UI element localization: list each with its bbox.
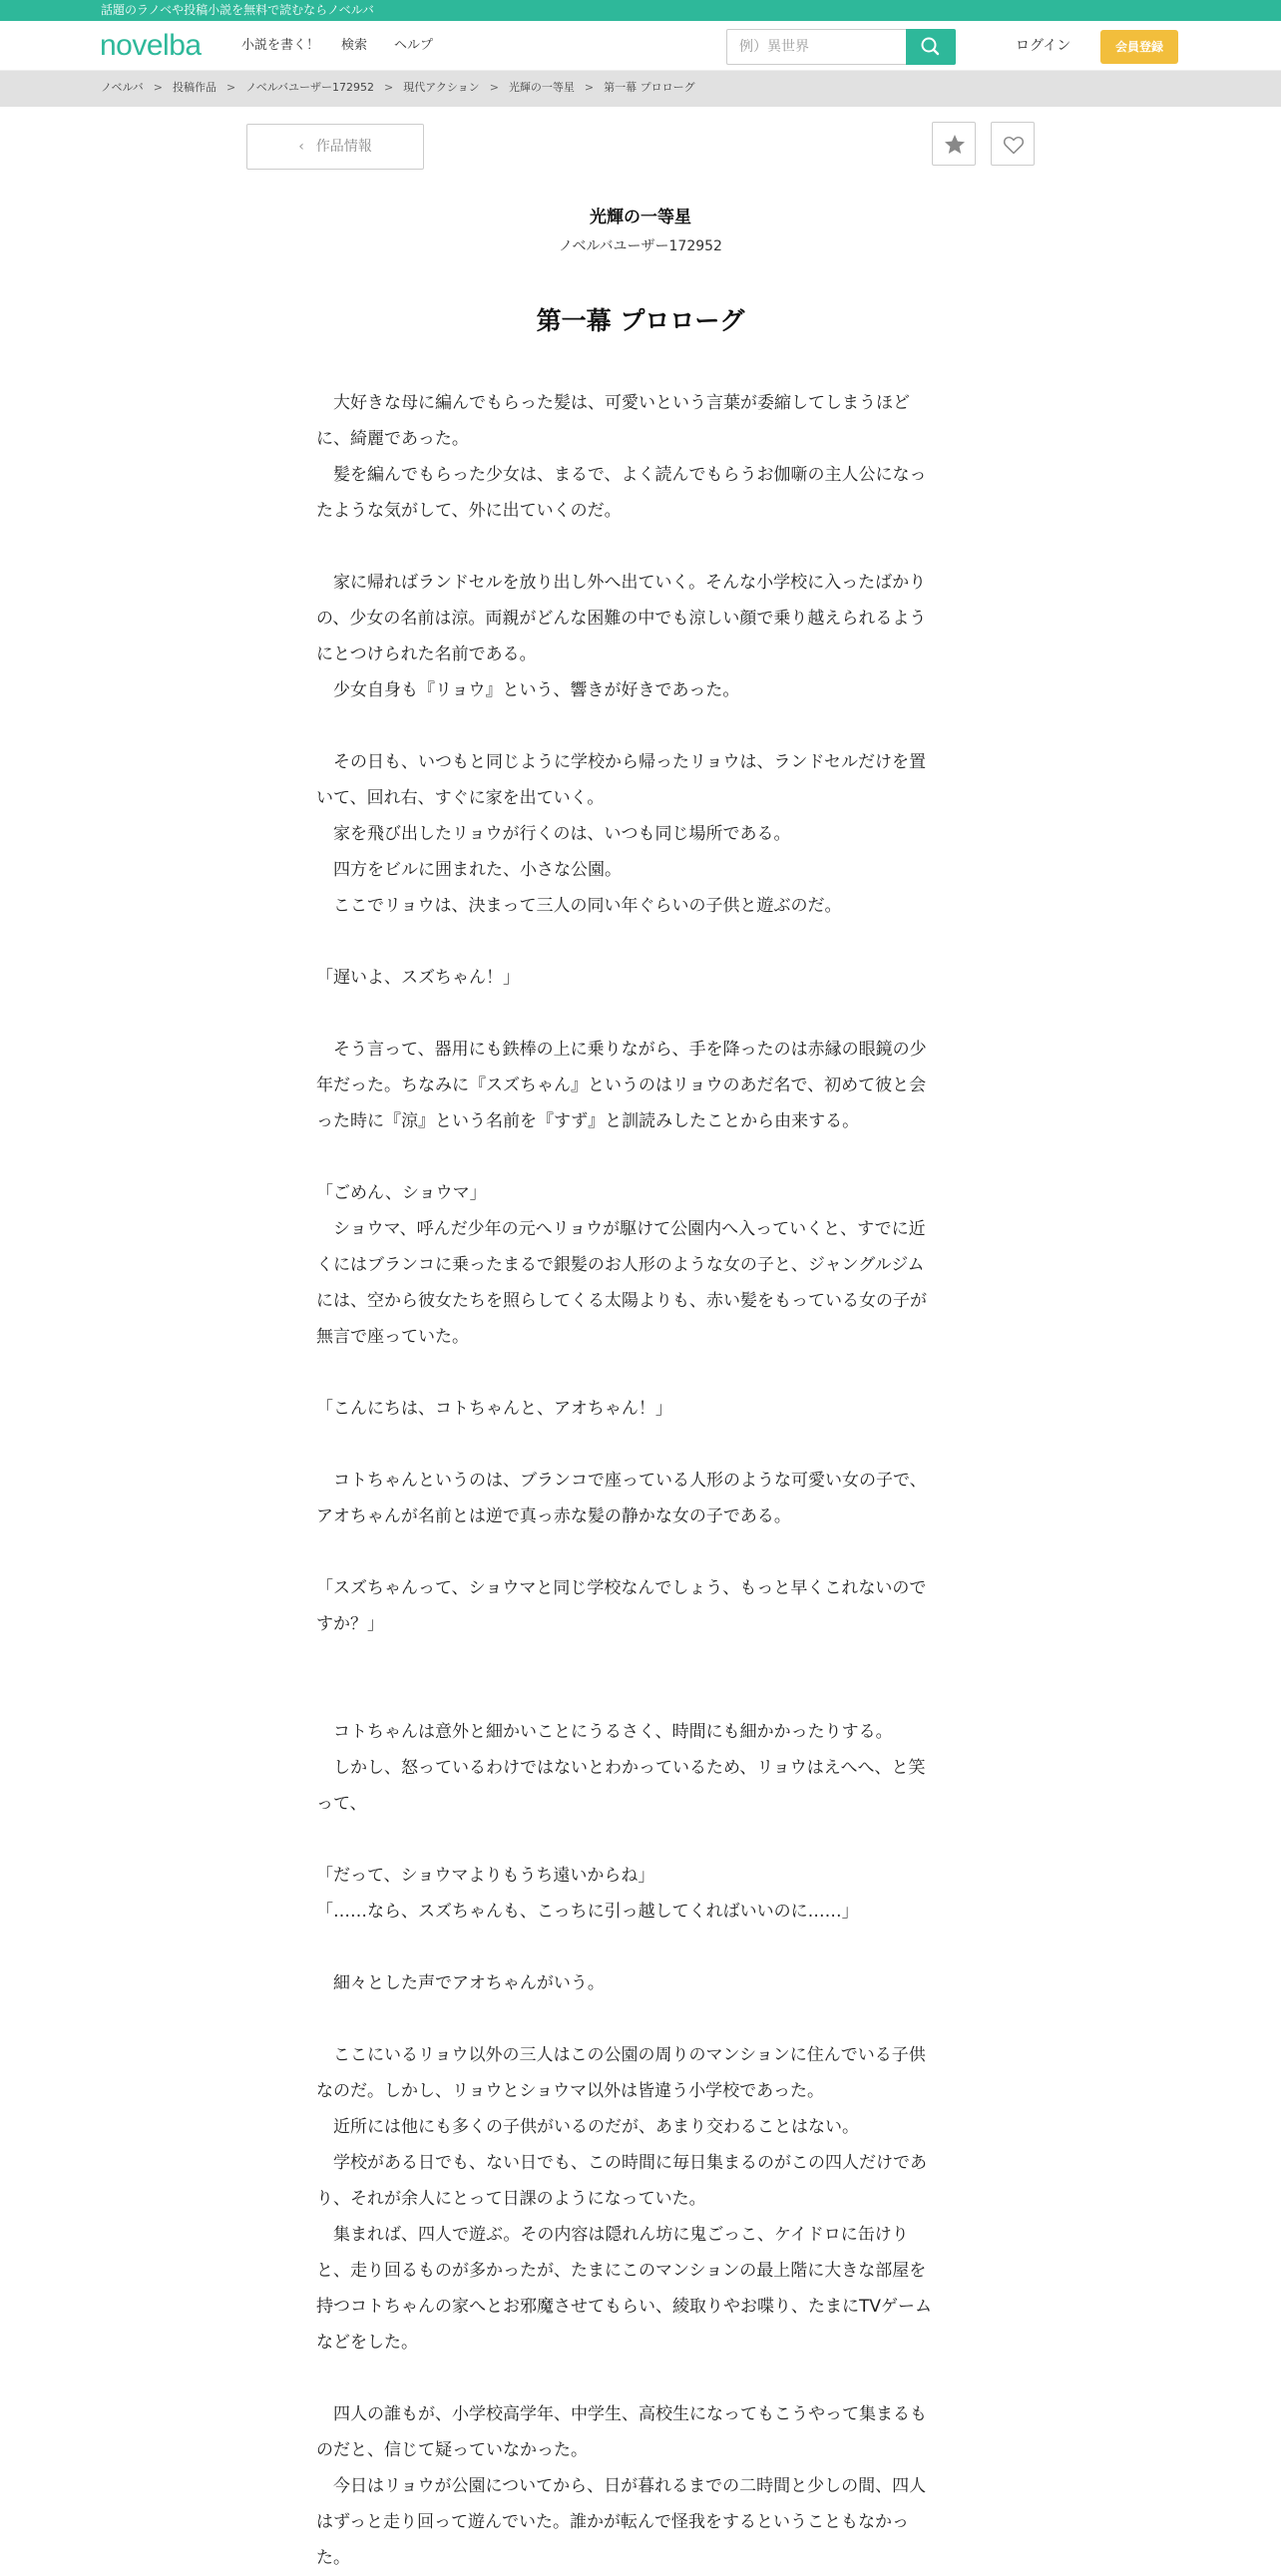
search-form — [726, 29, 956, 65]
body-line: 「スズちゃんって、ショウマと同じ学校なんでしょう、もっと早くこれないので — [316, 1578, 927, 1598]
body-line — [316, 1427, 965, 1463]
body-line: り、それが余人にとって日課のようになっていた。 — [316, 2189, 706, 2209]
body-line — [316, 1139, 965, 1175]
top-banner: 話題のラノベや投稿小説を無料で読むならノベルバ — [0, 0, 1281, 21]
author-name[interactable]: ノベルバユーザー172952 — [559, 238, 722, 254]
body-line: 近所には他にも多くの子供がいるのだが、あまり交わることはない。 — [316, 2117, 859, 2137]
body-line: 四人の誰もが、小学校高学年、中学生、高校生になってもこうやって集まるも — [316, 2404, 927, 2424]
body-line — [316, 2361, 965, 2396]
breadcrumb-item-posted-works[interactable]: 投稿作品 — [173, 81, 217, 94]
body-line: 髪を編んでもらった少女は、まるで、よく読んでもらうお伽噺の主人公になっ — [316, 465, 927, 485]
body-line: しかし、怒っているわけではないとわかっているため、リョウはえへへ、と笑 — [316, 1758, 926, 1778]
body-line — [316, 1355, 965, 1391]
body-line: 四方をビルに囲まれた、小さな公園。 — [316, 860, 622, 880]
body-line: 大好きな母に編んでもらった髪は、可愛いという言葉が委縮してしまうほど — [316, 393, 910, 413]
body-line: くにはブランコに乗ったまるで銀髪のお人形のような女の子と、ジャングルジム — [316, 1255, 925, 1275]
body-line — [316, 2001, 965, 2037]
body-line: ショウマ、呼んだ少年の元へリョウが駆けて公園内へ入っていくと、すでに近 — [316, 1219, 926, 1239]
chapter-title: 第一幕 プロローグ — [536, 306, 745, 335]
heart-icon — [1002, 133, 1026, 157]
body-line — [316, 924, 965, 960]
body-line: 「だって、ショウマよりもうち遠いからね」 — [316, 1866, 655, 1886]
body-line — [316, 1822, 965, 1858]
body-line: 「こんにちは、コトちゃんと、アオちゃん！」 — [316, 1399, 672, 1419]
body-line: にとつけられた名前である。 — [316, 644, 537, 664]
body-line — [316, 1678, 965, 1714]
body-line — [316, 708, 965, 744]
body-line: 「ごめん、ショウマ」 — [316, 1183, 487, 1203]
body-line: ここにいるリョウ以外の三人はこの公園の周りのマンションに住んでいる子供 — [316, 2045, 926, 2065]
breadcrumb-separator: > — [384, 81, 394, 94]
breadcrumb-separator: > — [489, 81, 499, 94]
chevron-left-icon: ‹ — [298, 139, 304, 155]
work-title[interactable]: 光輝の一等星 — [590, 208, 691, 227]
body-line: その日も、いつもと同じように学校から帰ったリョウは、ランドセルだけを置 — [316, 752, 926, 772]
login-link[interactable]: ログイン — [1016, 38, 1071, 54]
body-line: 家を飛び出したリョウが行くのは、いつも同じ場所である。 — [316, 824, 791, 844]
breadcrumb-item-chapter: 第一幕 プロローグ — [604, 81, 695, 94]
like-heart-button[interactable] — [991, 122, 1035, 166]
site-header — [0, 21, 1281, 71]
breadcrumb-separator: > — [226, 81, 236, 94]
body-line: 持つコトちゃんの家へとお邪魔させてもらい、綾取りやお喋り、たまにTVゲーム — [316, 2297, 933, 2317]
body-line: 学校がある日でも、ない日でも、この時間に毎日集まるのがこの四人だけであ — [316, 2153, 927, 2173]
breadcrumb-item-genre[interactable]: 現代アクション — [403, 81, 480, 94]
body-line — [316, 1642, 965, 1678]
body-line: た。 — [316, 2548, 350, 2568]
body-line: のだと、信じて疑っていなかった。 — [316, 2440, 588, 2460]
register-button[interactable]: 会員登録 — [1100, 30, 1178, 64]
breadcrumb-item-home[interactable]: ノベルバ — [101, 81, 144, 94]
body-line: ここでリョウは、決まって三人の同い年ぐらいの子供と遊ぶのだ。 — [316, 896, 842, 916]
body-line — [316, 1534, 965, 1570]
body-line: アオちゃんが名前とは逆で真っ赤な髪の静かな女の子である。 — [316, 1506, 791, 1526]
breadcrumb-item-work[interactable]: 光輝の一等星 — [508, 81, 575, 94]
breadcrumb-separator: > — [153, 81, 164, 94]
breadcrumb-separator: > — [584, 81, 595, 94]
novelba-logo[interactable]: novelba — [100, 29, 202, 62]
body-line: った時に『涼』という名前を『すず』と訓読みしたことから由来する。 — [316, 1111, 860, 1131]
body-line: コトちゃんは意外と細かいことにうるさく、時間にも細かかったりする。 — [316, 1722, 893, 1742]
body-line: 細々とした声でアオちゃんがいう。 — [316, 1973, 605, 1993]
search-icon — [906, 29, 956, 65]
search-button[interactable] — [906, 29, 956, 65]
search-input[interactable] — [726, 29, 906, 65]
body-line: そう言って、器用にも鉄棒の上に乗りながら、手を降ったのは赤縁の眼鏡の少 — [316, 1040, 927, 1060]
body-line: 年だった。ちなみに『スズちゃん』というのはリョウのあだ名で、初めて彼と会 — [316, 1075, 927, 1095]
body-line: すか？」 — [316, 1614, 384, 1634]
breadcrumb-item-author[interactable]: ノベルバユーザー172952 — [245, 81, 375, 94]
body-line: って、 — [316, 1794, 367, 1814]
breadcrumb — [0, 71, 1281, 107]
body-line: 「遅いよ、スズちゃん！」 — [316, 968, 520, 988]
body-line: コトちゃんというのは、ブランコで座っている人形のような可愛い女の子で、 — [316, 1471, 927, 1491]
work-info-label: 作品情報 — [315, 139, 372, 155]
body-line: 家に帰ればランドセルを放り出し外へ出ていく。そんな小学校に入ったばかり — [316, 573, 927, 593]
body-line: の、少女の名前は涼。両親がどんな困難の中でも涼しい顔で乗り越えられるよう — [316, 609, 927, 629]
body-line — [316, 996, 965, 1032]
nav-write-novel[interactable]: 小説を書く！ — [241, 38, 320, 53]
body-line: 少女自身も『リョウ』という、響きが好きであった。 — [316, 680, 740, 700]
body-line: 「……なら、スズちゃんも、こっちに引っ越してくればいいのに……」 — [316, 1902, 859, 1922]
body-line: はずっと走り回って遊んでいた。誰かが転んで怪我をするということもなかっ — [316, 2512, 909, 2532]
nav-search[interactable]: 検索 — [341, 38, 368, 53]
body-line — [316, 529, 965, 565]
body-line: 集まれば、四人で遊ぶ。その内容は隠れん坊に鬼ごっこ、ケイドロに缶けり — [316, 2225, 909, 2245]
body-line: 今日はリョウが公園についてから、日が暮れるまでの二時間と少しの間、四人 — [316, 2476, 927, 2496]
chapter-body — [316, 385, 965, 2576]
body-line: たような気がして、外に出ていくのだ。 — [316, 501, 622, 521]
star-icon — [943, 133, 967, 157]
nav-help[interactable]: ヘルプ — [394, 38, 434, 53]
body-line: などをした。 — [316, 2333, 418, 2353]
body-line: なのだ。しかし、リョウとショウマ以外は皆違う小学校であった。 — [316, 2081, 824, 2101]
work-info-button[interactable] — [246, 124, 424, 170]
body-line: には、空から彼女たちを照らしてくる太陽よりも、赤い髪をもっている女の子が — [316, 1291, 927, 1311]
body-line: と、走り回るものが多かったが、たまにこのマンションの最上階に大きな部屋を — [316, 2261, 927, 2281]
body-line: 無言で座っていた。 — [316, 1327, 469, 1347]
body-line: いて、回れ右、すぐに家を出ていく。 — [316, 788, 605, 808]
body-line: に、綺麗であった。 — [316, 429, 469, 449]
favorite-star-button[interactable] — [932, 122, 976, 166]
body-line — [316, 1930, 965, 1965]
